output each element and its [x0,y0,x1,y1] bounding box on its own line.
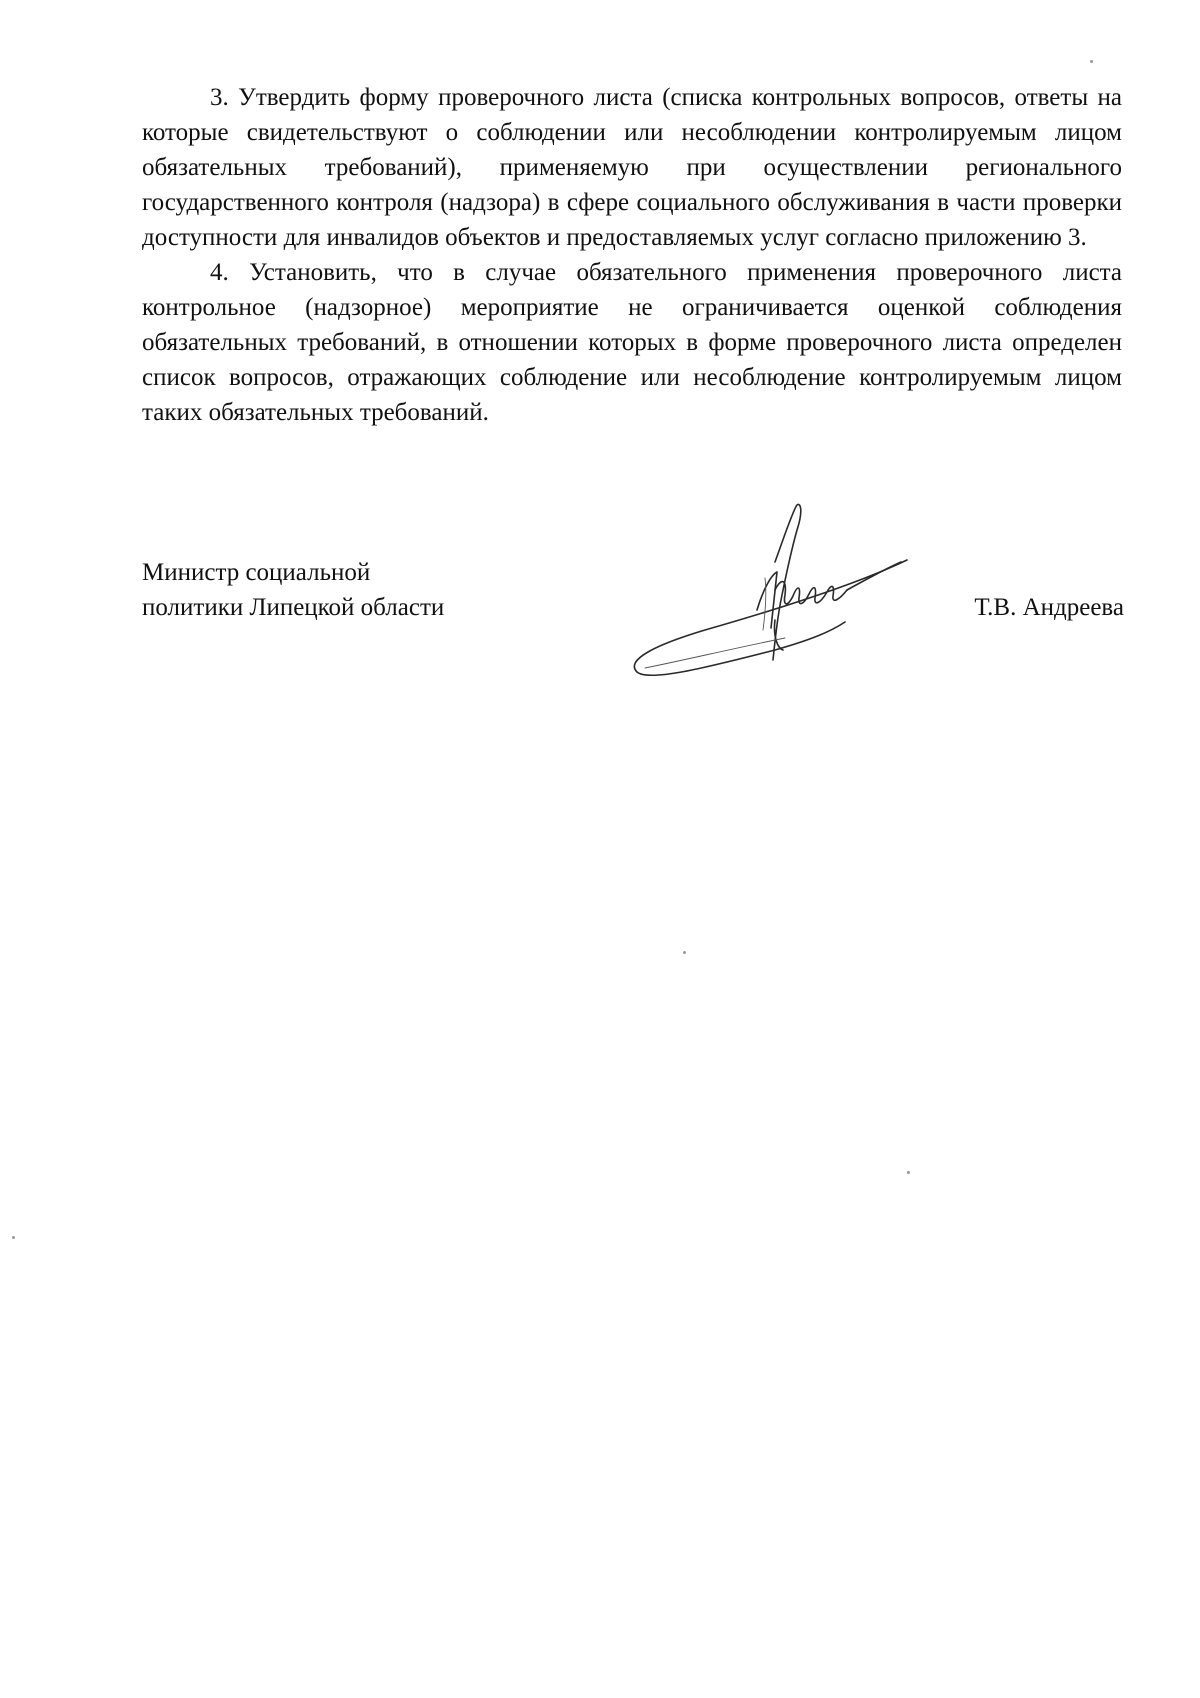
paragraph-3: 3. Утвердить форму проверочного листа (списка контрольных вопросов, ответы на которые свидетельствуют о соблюдении или несоблюдении контролируемым лицом обязательных требований), применяемую при осуществлении регионального государственного контроля (надзора) в сфере социального обслуживания в части проверки доступности для инвалидов объектов и предоставляемых услуг согласно приложению 3. [142,84,1122,251]
signatory-position-line-1: Министр социальной [142,559,371,586]
handwritten-signature [625,500,915,680]
signatory-position-line-2: политики Липецкой области [142,594,445,621]
paragraph-4: 4. Установить, что в случае обязательного применения проверочного листа контрольное (надзорное) мероприятие не ограничивается оценкой соблюдения обязательных требований, в отношении которых в форме проверочного листа определен список вопросов, отражающих соблюдение или несоблюдение контролируемым лицом таких обязательных требований. [142,259,1122,426]
signatory-position [142,555,444,625]
scan-speck [907,1171,910,1174]
scan-speck [12,1236,15,1239]
document-body [142,80,1122,430]
scan-speck [683,951,686,954]
signatory-name: Т.В. Андреева [974,594,1124,621]
scan-speck [1090,60,1093,63]
